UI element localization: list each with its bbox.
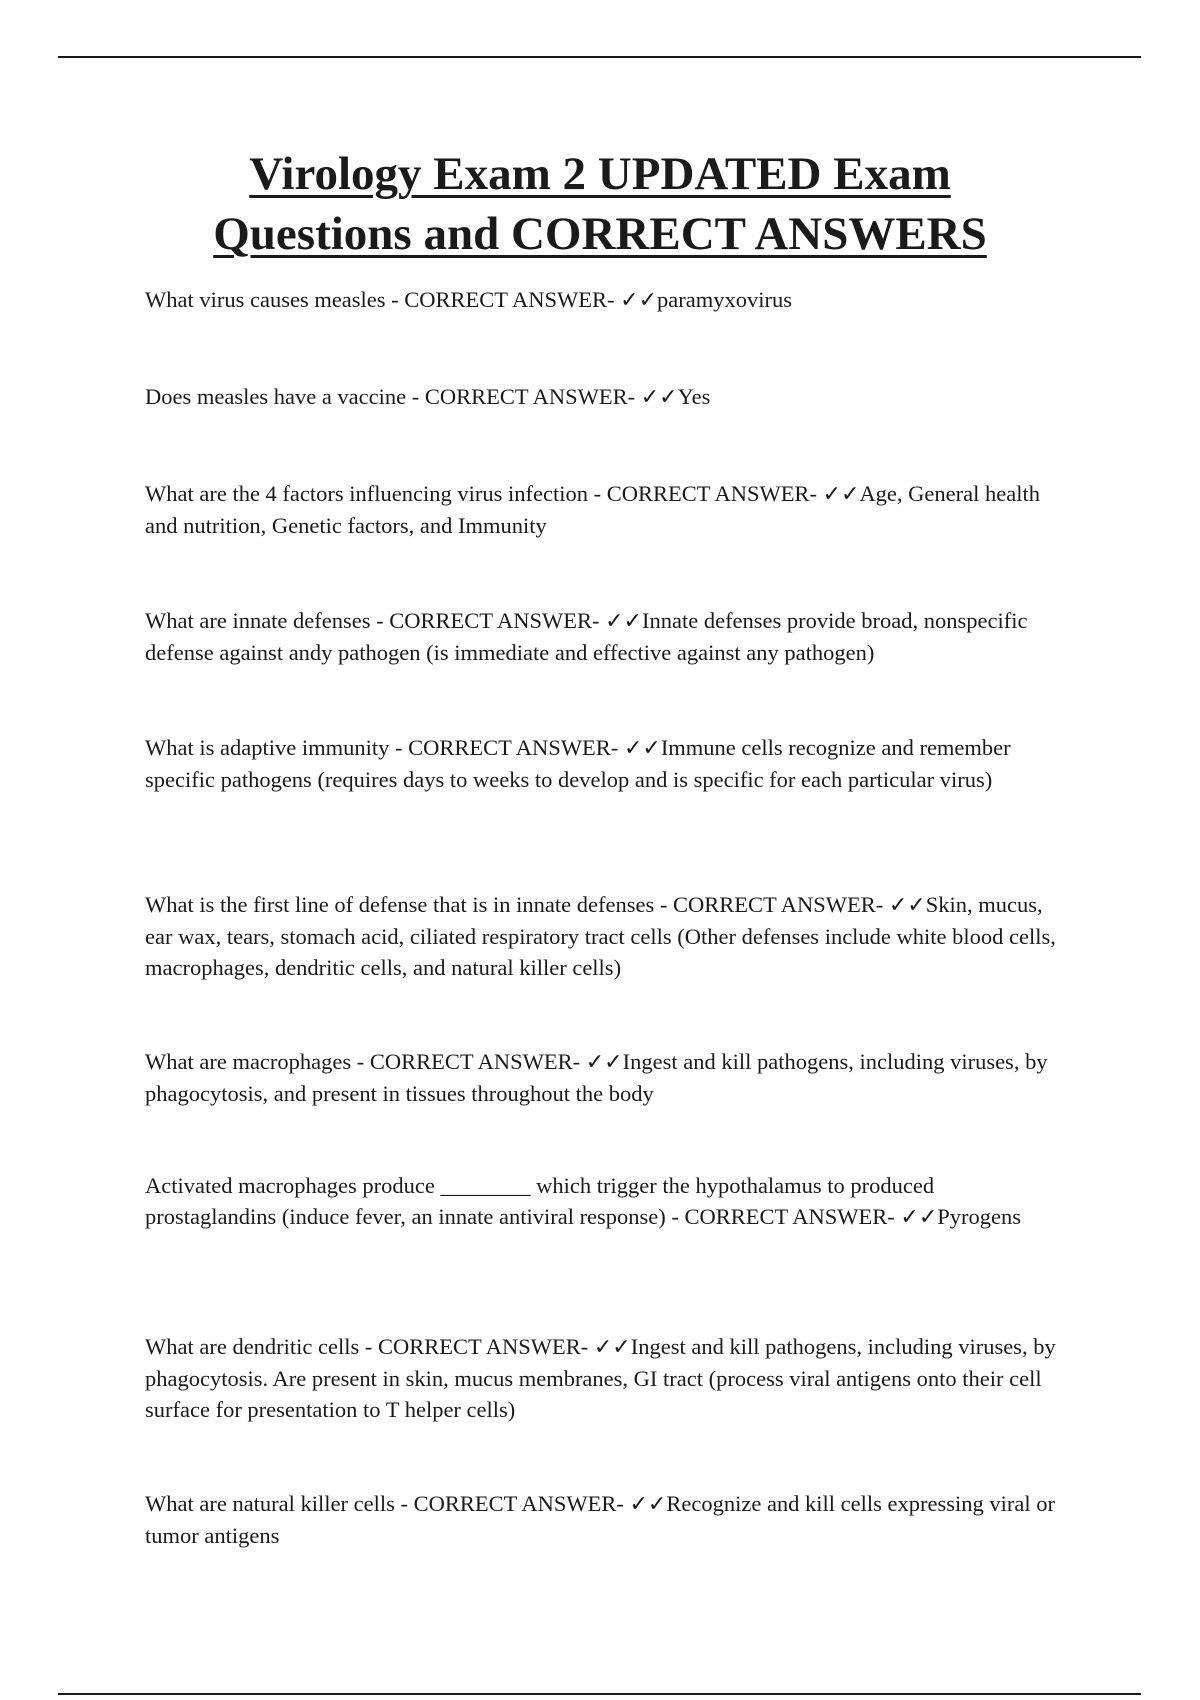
answer-text: Ingest and kill pathogens, including viruses, by phagocytosis, and present in tissues throughout the body bbox=[145, 1049, 1048, 1106]
qa-item bbox=[145, 605, 1060, 668]
question-text: What are innate defenses - CORRECT ANSWER- bbox=[145, 608, 606, 633]
bottom-rule bbox=[58, 1693, 1141, 1695]
check-icon: ✓✓ bbox=[640, 385, 678, 410]
question-text: What are natural killer cells - CORRECT ANSWER- bbox=[145, 1491, 630, 1516]
qa-item bbox=[145, 732, 1060, 795]
answer-text: Pyrogens bbox=[937, 1204, 1022, 1229]
check-icon: ✓✓ bbox=[620, 288, 658, 313]
check-icon: ✓✓ bbox=[888, 893, 926, 918]
check-icon: ✓✓ bbox=[623, 736, 661, 761]
question-text: What are the 4 factors influencing virus infection - CORRECT ANSWER- bbox=[145, 481, 823, 506]
question-text: Does measles have a vaccine - CORRECT ANSWER- bbox=[145, 384, 641, 409]
answer-text: Yes bbox=[677, 384, 711, 409]
qa-item bbox=[145, 1170, 1060, 1233]
answer-text: Ingest and kill pathogens, including viruses, by phagocytosis. Are present in skin, mucus membranes, GI tract (process viral antigens onto their cell surface for presentation to T helper cells) bbox=[145, 1334, 1056, 1422]
qa-item bbox=[145, 1488, 1060, 1551]
check-icon: ✓✓ bbox=[629, 1492, 667, 1517]
check-icon: ✓✓ bbox=[900, 1205, 938, 1230]
check-icon: ✓✓ bbox=[585, 1050, 623, 1075]
check-icon: ✓✓ bbox=[822, 482, 860, 507]
question-text: What is the first line of defense that is in innate defenses - CORRECT ANSWER- bbox=[145, 892, 889, 917]
answer-text: Recognize and kill cells expressing viral or tumor antigens bbox=[145, 1491, 1055, 1548]
answer-text: Immune cells recognize and remember specific pathogens (requires days to weeks to develop and is specific for each particular virus) bbox=[145, 735, 1011, 792]
question-text: What is adaptive immunity - CORRECT ANSWER- bbox=[145, 735, 624, 760]
qa-item bbox=[145, 889, 1060, 983]
question-text: Activated macrophages produce ________ which trigger the hypothalamus to produced prostaglandins (induce fever, an innate antiviral response) - CORRECT ANSWER- bbox=[145, 1173, 935, 1229]
check-icon: ✓✓ bbox=[605, 609, 642, 634]
qa-item bbox=[145, 284, 1060, 316]
title-line-1: Virology Exam 2 UPDATED Exam bbox=[249, 148, 951, 200]
question-text: What virus causes measles - CORRECT ANSWER- bbox=[145, 287, 621, 312]
qa-item bbox=[145, 1046, 1060, 1109]
check-icon: ✓✓ bbox=[593, 1335, 631, 1360]
qa-item bbox=[145, 381, 1060, 413]
question-text: What are macrophages - CORRECT ANSWER- bbox=[145, 1049, 586, 1074]
answer-text: Skin, mucus, ear wax, tears, stomach acid, ciliated respiratory tract cells (Other defenses include white blood cells, macrophages, dendritic cells, and natural killer cells) bbox=[145, 892, 1056, 980]
question-text: What are dendritic cells - CORRECT ANSWER- bbox=[145, 1334, 594, 1359]
qa-item bbox=[145, 478, 1060, 541]
title-line-2: Questions and CORRECT ANSWERS bbox=[213, 208, 987, 260]
qa-item bbox=[145, 1331, 1060, 1425]
answer-text: Innate defenses provide broad, nonspecific defense against andy pathogen (is immediate and effective against any pathogen) bbox=[145, 608, 1028, 665]
answer-text: Age, General health and nutrition, Genetic factors, and Immunity bbox=[145, 481, 1040, 538]
answer-text: paramyxovirus bbox=[657, 287, 792, 312]
top-rule bbox=[58, 56, 1141, 58]
page-title bbox=[0, 144, 1200, 264]
